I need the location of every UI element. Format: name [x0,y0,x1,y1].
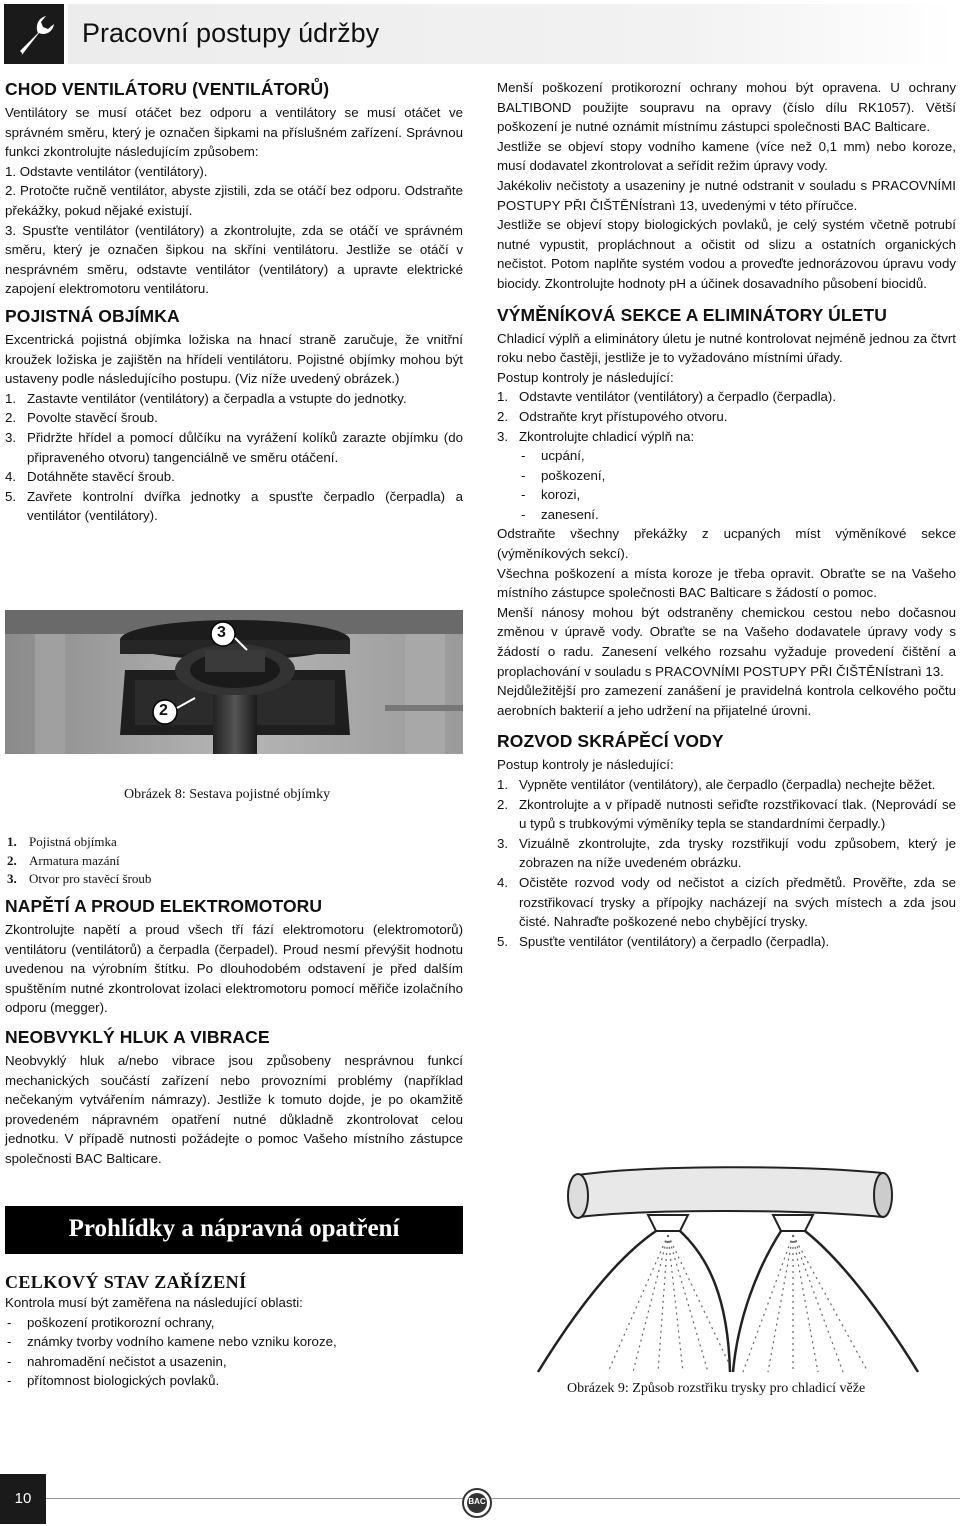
legend-number: 2. [7,852,17,868]
step-number: 3. [5,222,17,238]
legend-text: Pojistná objímka [29,834,117,849]
voltage-text: Zkontrolujte napětí a proud všech tří fází elektromotoru (elektromotorů) ventilátoru (ventilátorů) a čerpadla (čerpadel). Proud nesmí převýšit hodnotu uvedenou na výrobním štítku. Po dlouhodobém odstavení je před dalším spuštěním nutné zkontrolovat izolaci elektromotoru pomocí měřiče izolačního odporu (megger). [5,922,463,1016]
step-number: 5. [5,488,17,504]
exchanger-steps [497,387,956,446]
general-intro: Kontrola musí být zaměřena na následující oblasti: [5,1295,303,1310]
noise-text: Neobvyklý hluk a/nebo vibrace jsou způsobeny nesprávnou funkcí mechanických součástí zařízení nebo provozními problémy (například nečekaným vytvářením námrazy). Jestliže k tomuto dojde, je po okamžitě provedeném nápravném opatření nutné důkladně zkontrolovat celou jednotku. V případě nutnosti požádejte o pomoc Vašeho místního zástupce společnosti BAC Balticare. [5,1052,463,1166]
paragraph: Menší poškození protikorozní ochrany mohou být opravena. U ochrany BALTIBOND použijte soupravu na opravy (číslo dílu RK1057). Větší poškození je nutné oznámit místnímu zástupci společnosti BAC Balticare. [497,80,956,135]
voltage-heading: NAPĚTÍ A PROUD ELEKTROMOTORU [5,896,323,916]
collar-intro: Excentrická pojistná objímka ložiska na hnací straně zaručuje, že vnitřní kroužek ložiska je zajištěn na hřídeli ventilátoru. Pojistné objímky mohou být ustaveny podle následujícího postupu. (Viz níže uvedený obrázek.) [5,331,463,387]
step-number: 4. [497,874,509,890]
legend-item [7,852,151,871]
list-item [5,408,463,428]
step-text: Zkontrolujte chladicí výplň na: [519,428,695,444]
spray-heading: ROZVOD SKRÁPĚCÍ VODY [497,731,724,752]
step-text: Odstraňte kryt přístupového otvoru. [519,408,728,424]
step-text: Odstavte ventilátor (ventilátory). [19,163,208,179]
page-number: 10 [14,1490,32,1507]
step-text: Vypněte ventilátor (ventilátory), ale čerpadlo (čerpadla) nechejte běžet. [519,777,936,792]
paragraph: Všechna poškození a místa koroze je třeba opravit. Obraťte se na Vašeho místního zástupce společnosti BAC Balticare s žádostí o pomoc. [497,565,956,601]
list-item: - ucpání, [497,446,956,466]
list-item [5,162,463,182]
page-number-box [0,1474,46,1524]
list-item [497,795,956,834]
legend-text: Armatura mazání [29,852,120,868]
fan-steps [5,162,463,299]
legend-text: Otvor pro stavěcí šroub [29,871,152,886]
step-text: Očistěte rozvod vody od nečistot a cizích předmětů. Prověřte, zda se rozstřikovací trysky a přípojky nacházejí na svých místech a zda jsou čisté. Nahraďte poškozené nebo chybějící trysky. [519,874,956,930]
general-items [5,1313,463,1391]
step-number: 1. [497,389,509,405]
step-number: 3. [497,835,509,851]
marker-3: 3 [217,624,226,641]
list-item: - zanesení. [497,505,956,525]
footer-divider [46,1498,960,1499]
step-number: 1. [497,777,509,792]
list-item [497,873,956,932]
step-number: 3. [497,428,509,444]
list-item [497,834,956,873]
noise-heading: NEOBVYKLÝ HLUK A VIBRACE [5,1026,270,1047]
list-item: - poškození, [497,466,956,486]
bearing-photo [5,610,463,754]
left-lower [5,895,463,1169]
step-number: 5. [497,933,509,949]
fan-intro: Ventilátory se musí otáčet bez odporu a ventilátory se musí otáčet ve správném směru, který je označen šipkami na příslušném zařízení. Správnou funkci zkontrolujte následujícím způsobem: [5,105,463,160]
exchanger-procedure-label: Postup kontroly je následující: [497,369,674,385]
step-number: 2. [497,408,509,424]
legend-item [7,870,151,889]
collar-steps [5,389,463,526]
collar-heading: POJISTNÁ OBJÍMKA [5,305,180,326]
paragraph: Jestliže se objeví stopy vodního kamene (více než 0,1 mm) nebo koroze, musí dodavatel zkontrolovat a seřídit režim úpravy vody. [497,138,956,174]
step-number: 2. [5,410,17,426]
paragraph: Nejdůležitější pro zamezení zanášení je pravidelná kontrola celkového počtu aerobních bakterií a jeho udržení na přijatelné úrovni. [497,683,956,718]
step-text: Dotáhněte stavěcí šroub. [27,469,175,485]
list-item: - známky tvorby vodního kamene nebo vzniku koroze, [5,1332,463,1352]
spray-steps [497,775,956,951]
general-heading: CELKOVÝ STAV ZAŘÍZENÍ [5,1272,247,1292]
step-text: Odstavte ventilátor (ventilátory) a čerpadlo (čerpadla). [519,389,837,405]
list-item [5,221,463,299]
step-text: Zavřete kontrolní dvířka jednotky a spusťte čerpadlo (čerpadla) a ventilátor (ventilátory). [27,488,463,524]
page-header [4,4,956,64]
list-item: - poškození protikorozní ochrany, [5,1313,463,1333]
step-text: Zkontrolujte a v případě nutnosti seřiďte rozstřikovací tlak. (Neprovádí se u typů s trubkovými výměníky tepla se standardními čerpadly.) [519,796,956,832]
step-number: 3. [5,429,17,445]
list-item [5,467,463,487]
step-text: Zastavte ventilátor (ventilátory) a čerpadla a vstupte do jednotky. [27,390,407,406]
list-item [497,932,956,952]
list-item: - přítomnost biologických povlaků. [5,1371,463,1391]
bac-logo-text: BAC [468,1497,486,1506]
general-section [5,1272,463,1391]
step-text: Vizuálně zkontrolujte, zda trysky rozstřikují vodu způsobem, který je zobrazen na níže uvedeném obrázku. [519,835,956,871]
list-item [5,428,463,467]
exchanger-intro: Chladicí výplň a eliminátory úletu je nutné kontrolovat nejméně jednou za čtvrt roku nebo častěji, jestliže je to vyžadováno místními úřady. [497,330,956,366]
step-number: 1. [5,390,17,406]
wrench-icon [4,4,64,64]
step-number: 2. [497,796,509,812]
exchanger-checks [497,446,956,524]
section-banner [5,1206,463,1254]
legend-item [7,833,151,852]
fan-heading: CHOD VENTILÁTORU (VENTILÁTORŮ) [5,79,330,99]
list-item [497,427,956,447]
legend-number: 1. [7,834,17,849]
legend-number: 3. [7,871,17,886]
figure9-caption: Obrázek 9: Způsob rozstřiku trysky pro chladicí věže [567,1381,866,1396]
list-item [497,407,956,427]
marker-2: 2 [159,702,168,719]
left-column [5,78,463,526]
spray-nozzle-drawing [498,1147,956,1379]
step-text: Spusťte ventilátor (ventilátory) a čerpadlo (čerpadla). [519,933,830,949]
paragraph: Menší nánosy mohou být odstraněny chemickou cestou nebo dočasnou změnou v úpravě vody. Obraťte se na Vašeho dodavatele úpravy vody s žádostí o radu. Zanesení velkého rozsahu vyžaduje provedení čištění a proplachování v souladu s PRACOVNÍMI POSTUPY PŘI ČIŠTĚNÍstranì 13. [497,604,956,679]
list-item [5,181,463,220]
bac-logo [462,1488,492,1518]
title-bar [68,4,956,64]
list-item [5,487,463,526]
list-item [497,775,956,795]
right-column [497,78,956,951]
step-number: 1. [5,163,17,179]
step-number: 4. [5,469,17,485]
step-text: Přidržte hřídel a pomocí důlčíku na vyrážení kolíků zarazte objímku (do připraveného otvoru) tangenciálně ve směru otáčení. [27,429,463,465]
exchanger-heading: VÝMĚNÍKOVÁ SEKCE A ELIMINÁTORY ÚLETU [497,304,887,325]
list-item [5,389,463,409]
page-title: Pracovní postupy údržby [82,18,380,48]
paragraph: Odstraňte všechny překážky z ucpaných míst výměníkové sekce (výměníkových sekcí). [497,526,956,562]
list-item: - nahromadění nečistot a usazenin, [5,1352,463,1372]
step-text: Spusťte ventilátor (ventilátory) a zkontrolujte, zda se otáčí ve správném směru, který je označen šipkou na skříni ventilátoru. Jestliže se otáčí v nesprávném směru, odstavte ventilátor (ventilátory) a upravte elektrické zapojení elektromotoru ventilátoru. [5,222,463,297]
step-text: Protočte ručně ventilátor, abyste zjistili, zda se otáčí bez odporu. Odstraňte překážky, pokud nějaké existují. [5,183,463,218]
figure8-legend [7,833,151,889]
figure8-caption: Obrázek 8: Sestava pojistné objímky [124,787,331,802]
list-item: - korozi, [497,485,956,505]
paragraph: Jakékoliv nečistoty a usazeniny je nutné odstranit v souladu s PRACOVNÍMI POSTUPY PŘI ČIŠTĚNÍstranì 13, uvedenými v této příručce. [497,177,956,213]
step-number: 2. [5,183,17,199]
spray-procedure-label: Postup kontroly je následující: [497,757,674,773]
step-text: Povolte stavěcí šroub. [27,410,158,426]
paragraph: Jestliže se objeví stopy biologických povlaků, je celý systém včetně potrubí nutné vypustit, propláchnout a očistit od slizu a ostatních organických nečistot. Potom naplňte systém vodou a proveďte jednorázovou úpravu vody biocidy. Zkontrolujte hodnoty pH a účinek dosavadního působení biocidů. [497,217,956,291]
banner-title: Prohlídky a nápravná opatření [68,1215,400,1242]
list-item [497,387,956,407]
